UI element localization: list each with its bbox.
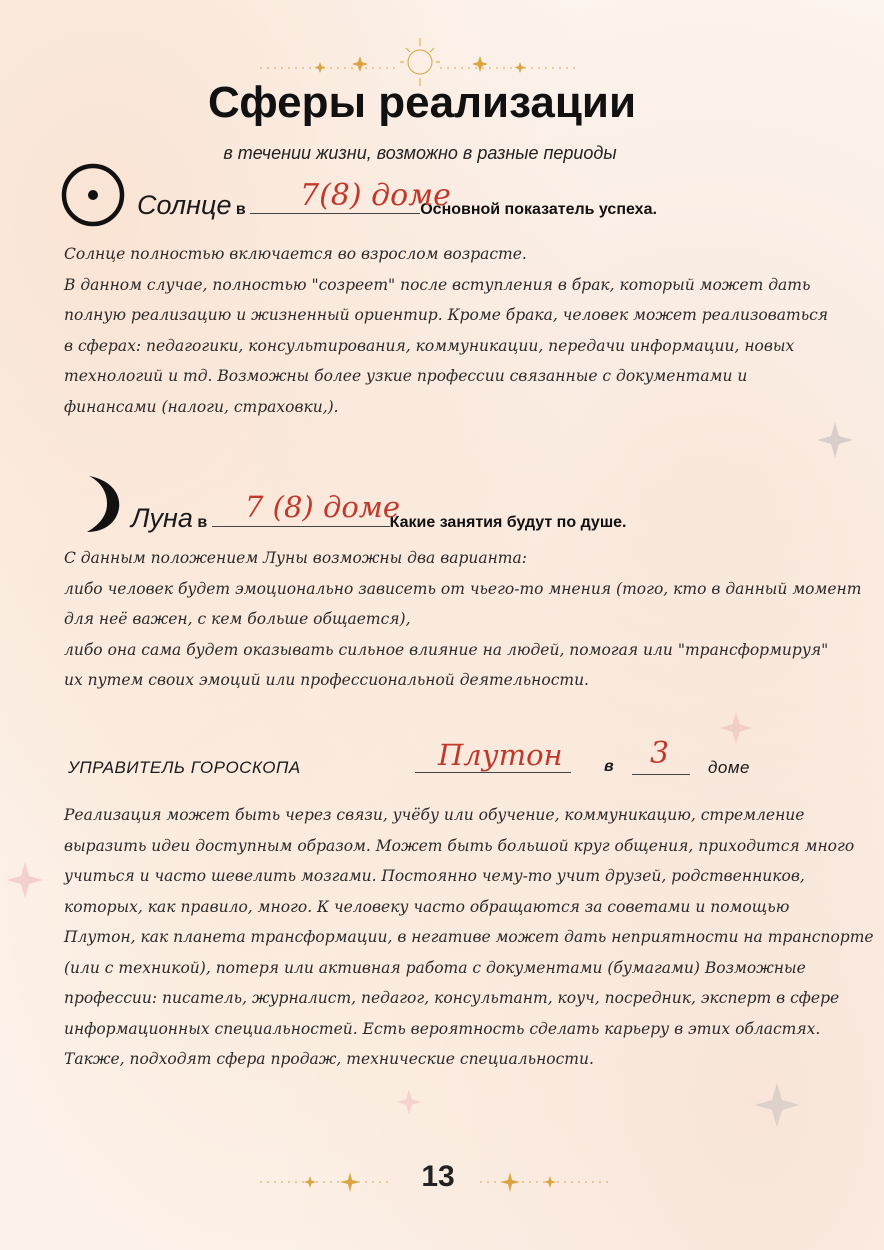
text-line: полную реализацию и жизненный ориентир. Кроме брака, человек может реализоваться	[64, 306, 829, 324]
sun-meaning: Основной показатель успеха.	[420, 201, 657, 218]
star-decoration-icon	[815, 420, 855, 460]
ruler-preposition: в	[604, 758, 615, 775]
text-line: технологий и тд. Возможны более узкие профессии связанные с документами и	[64, 367, 748, 385]
text-line: учиться и часто шевелить мозгами. Постоянно чему-то учит друзей, родственников,	[64, 867, 805, 885]
page-number: 13	[421, 1160, 455, 1193]
moon-meaning: Какие занятия будут по душе.	[389, 514, 627, 531]
text-line: Плутон, как планета трансформации, в негативе может дать неприятности на транспорте	[64, 928, 874, 946]
star-decoration-icon	[395, 1088, 423, 1116]
text-line: Также, подходят сфера продаж, технические специальности.	[64, 1050, 594, 1068]
page-title: Сферы реализации	[208, 78, 636, 127]
ruler-label: УПРАВИТЕЛЬ ГОРОСКОПА	[68, 758, 301, 777]
text-line: которых, как правило, много. К человеку часто обращаются за советами и помощью	[64, 897, 790, 916]
star-decoration-icon	[5, 860, 45, 900]
text-line: профессии: писатель, журналист, педагог, консультант, коуч, посредник, эксперт в сфере	[64, 989, 840, 1007]
star-decoration-icon	[752, 1080, 802, 1130]
sun-paragraph	[64, 239, 828, 422]
text-line: Солнце полностью включается во взрослом возрасте.	[64, 245, 527, 263]
text-line: (или с техникой), потеря или активная работа с документами (бумагами) Возможные	[64, 958, 806, 977]
moon-name: Луна	[131, 503, 193, 533]
ruler-handwritten-house: 3	[650, 736, 670, 771]
page-subtitle: в течении жизни, возможно в разные периоды	[223, 143, 617, 163]
ruler-handwritten-planet: Плутон	[438, 738, 563, 772]
ruler-paragraph	[64, 800, 874, 1075]
text-line: для неё важен, с кем больше общается),	[64, 610, 411, 628]
moon-paragraph	[64, 543, 861, 696]
sun-symbol-icon	[60, 162, 126, 228]
text-line: либо человек будет эмоционально зависеть от чьего-то мнения (того, кто в данный момент	[64, 579, 862, 598]
ruler-suffix: доме	[708, 758, 750, 777]
text-line: финансами (налоги, страховки,).	[64, 397, 339, 416]
text-line: либо она сама будет оказывать сильное влияние на людей, помогая или "трансформируя"	[64, 640, 829, 659]
star-decoration-icon	[718, 710, 754, 746]
moon-preposition: в	[197, 514, 208, 531]
sun-preposition: в	[235, 201, 246, 218]
moon-symbol-icon	[75, 472, 125, 536]
moon-handwritten-house: 7 (8) доме	[245, 490, 401, 524]
text-line: информационных специальностей. Есть вероятность сделать карьеру в этих областях.	[64, 1019, 821, 1038]
text-line: выразить идеи доступным образом. Может быть большой круг общения, приходится много	[64, 836, 855, 855]
text-line: Реализация может быть через связи, учёбу или обучение, коммуникацию, стремление	[64, 806, 805, 824]
sun-handwritten-house: 7(8) доме	[300, 178, 451, 213]
text-line: С данным положением Луны возможны два варианта:	[64, 549, 527, 567]
text-line: их путем своих эмоций или профессиональной деятельности.	[64, 671, 589, 689]
text-line: В данном случае, полностью "созреет" после вступления в брак, который может дать	[64, 275, 811, 294]
sun-name: Солнце	[137, 190, 232, 220]
text-line: в сферах: педагогики, консультирования, коммуникации, передачи информации, новых	[64, 336, 795, 355]
